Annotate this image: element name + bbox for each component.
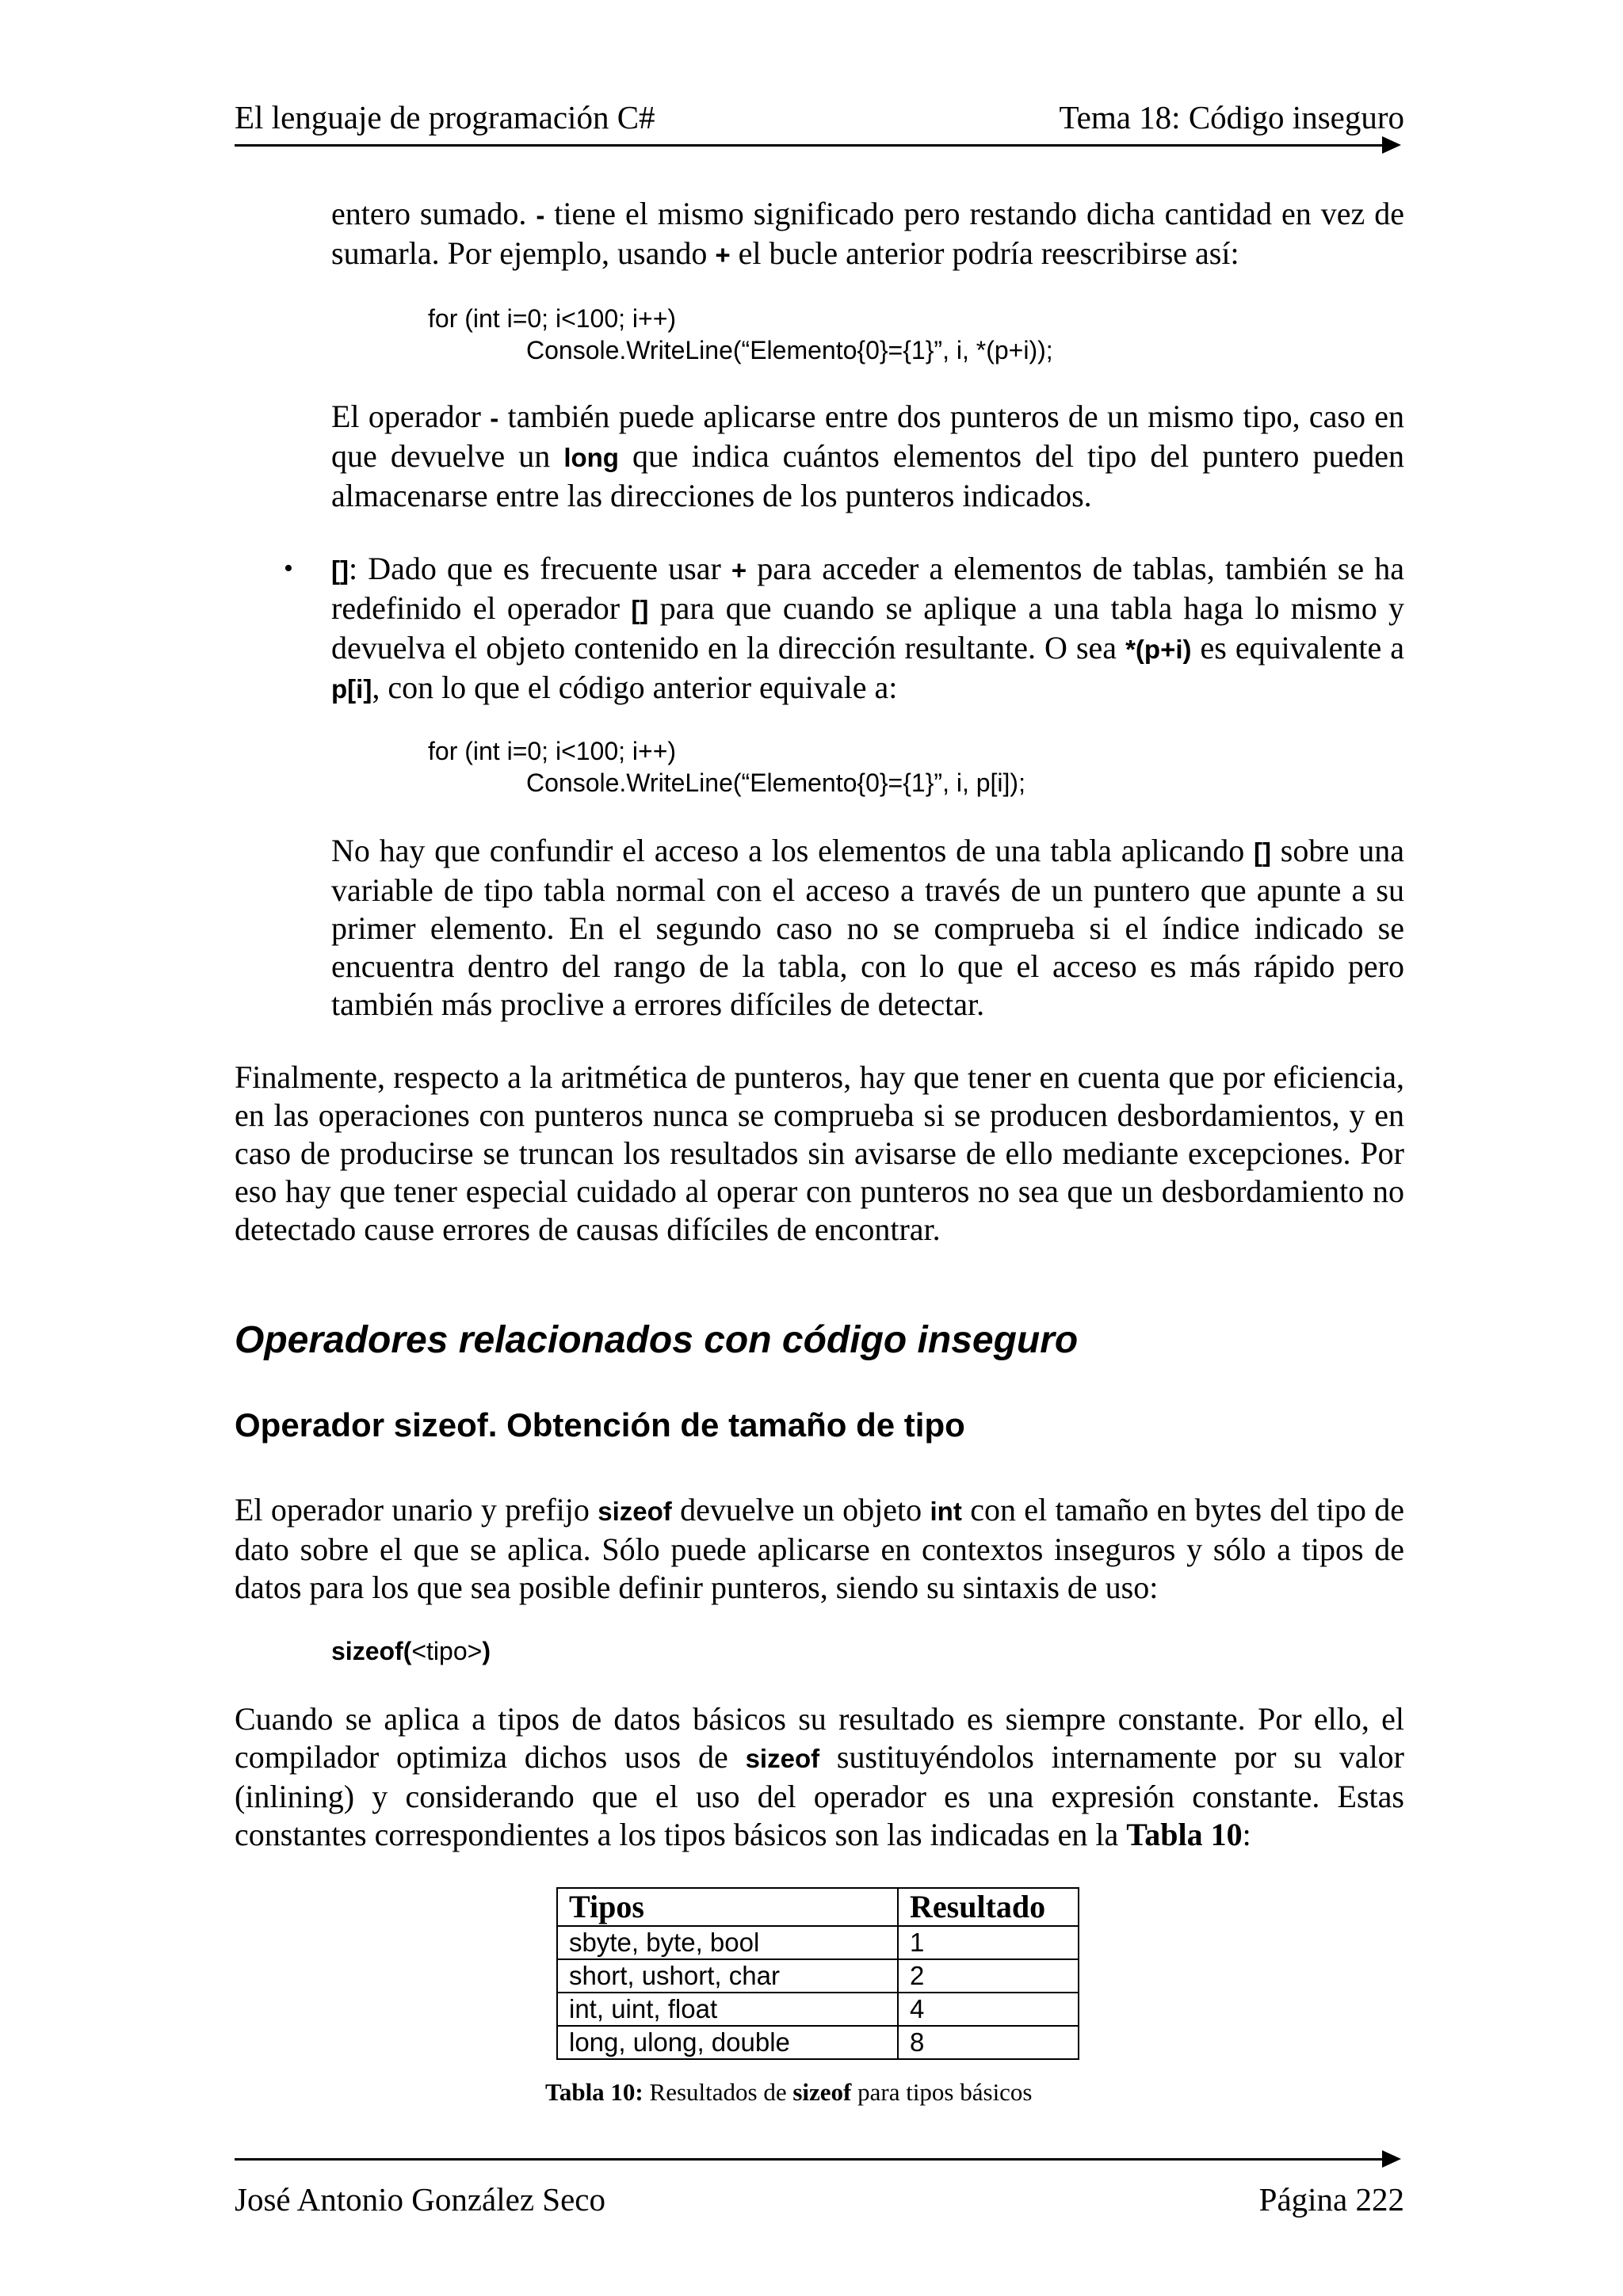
table-row (557, 1959, 1079, 1993)
code-line: for (int i=0; i<100; i++) (428, 304, 677, 333)
sizeof-table (556, 1887, 1079, 2060)
table-cell: sbyte, byte, bool (557, 1926, 898, 1959)
table-row (557, 1926, 1079, 1959)
bracket-operator-paragraph: []: Dado que es frecuente usar + para acceder a elementos de tablas, también se ha redefinido el operador [] para que cuando se aplique a una tabla haga lo mismo y devuelva el objeto contenido en la dirección resultante. O sea *(p+i) es equivalente a p[i], con lo que el código anterior equivale a: (331, 551, 1405, 705)
header-left: El lenguaje de programación C# (235, 99, 655, 135)
table-cell: 1 (898, 1926, 1079, 1959)
confusion-paragraph: No hay que confundir el acceso a los elementos de una tabla aplicando [] sobre una variable de tipo tabla normal con el acceso a través de un puntero que apunte a su primer elemento. En el segundo caso no se comprueba si el índice indicado se encuentra dentro del rango de la tabla, con lo que el acceso es más rápido pero también más proclive a errores difíciles de detectar. (331, 833, 1404, 1022)
footer-rule (235, 2158, 1385, 2161)
table-row (557, 2026, 1079, 2059)
table-caption: Tabla 10: Resultados de sizeof para tipos básicos (545, 2078, 1033, 2106)
table-cell: 4 (898, 1993, 1079, 2026)
header-arrow-icon (1382, 136, 1401, 154)
code-line: for (int i=0; i<100; i++) (428, 737, 677, 765)
table-header-row (557, 1888, 1079, 1926)
footer-arrow-icon (1382, 2150, 1401, 2168)
bullet-icon: • (284, 554, 293, 583)
table-header: Tipos (557, 1888, 898, 1926)
section-title: Operadores relacionados con código inseguro (235, 1319, 1079, 1361)
header-rule (235, 144, 1385, 147)
minus-operator-paragraph: El operador - también puede aplicarse entre dos punteros de un mismo tipo, caso en que devuelve un long que indica cuántos elementos del tipo del puntero pueden almacenarse entre las direcciones de los punteros indicados. (331, 399, 1404, 513)
table-row (557, 1993, 1079, 2026)
sizeof-syntax: sizeof(<tipo>) (331, 1637, 491, 1665)
table-cell: int, uint, float (557, 1993, 898, 2026)
intro-paragraph: entero sumado. - tiene el mismo significado pero restando dicha cantidad en vez de sumarla. Por ejemplo, usando + el bucle anterior podría reescribirse así: (331, 196, 1404, 271)
sizeof-paragraph: El operador unario y prefijo sizeof devuelve un objeto int con el tamaño en bytes del tipo de dato sobre el que se aplica. Sólo puede aplicarse en contextos inseguros y sólo a tipos de datos para los que sea posible definir punteros, siendo su sintaxis de uso: (235, 1492, 1404, 1605)
table-cell: long, ulong, double (557, 2026, 898, 2059)
code-line: Console.WriteLine(“Elemento{0}={1}”, i, p[i]); (526, 769, 1025, 797)
code-line: Console.WriteLine(“Elemento{0}={1}”, i, *(p+i)); (526, 336, 1053, 364)
header-right: Tema 18: Código inseguro (1059, 99, 1404, 135)
footer-page-number: Página 222 (1258, 2181, 1404, 2218)
table-cell: 2 (898, 1959, 1079, 1993)
subsection-title: Operador sizeof. Obtención de tamaño de tipo (235, 1406, 965, 1444)
footer-author: José Antonio González Seco (235, 2181, 605, 2218)
table-cell: short, ushort, char (557, 1959, 898, 1993)
table-cell: 8 (898, 2026, 1079, 2059)
table-header: Resultado (898, 1888, 1079, 1926)
constants-paragraph: Cuando se aplica a tipos de datos básicos su resultado es siempre constante. Por ello, el compilador optimiza dichos usos de sizeof sustituyéndolos internamente por su valor (inlining) y considerando que el uso del operador es una expresión constante. Estas constantes correspondientes a los tipos básicos son las indicadas en la Tabla 10: (235, 1701, 1404, 1852)
final-paragraph: Finalmente, respecto a la aritmética de punteros, hay que tener en cuenta que por eficiencia, en las operaciones con punteros nunca se comprueba si se producen desbordamientos, y en caso de producirse se truncan los resultados sin avisarse de ello mediante excepciones. Por eso hay que tener especial cuidado al operar con punteros no sea que un desbordamiento no detectado cause errores de causas difíciles de encontrar. (235, 1059, 1404, 1247)
